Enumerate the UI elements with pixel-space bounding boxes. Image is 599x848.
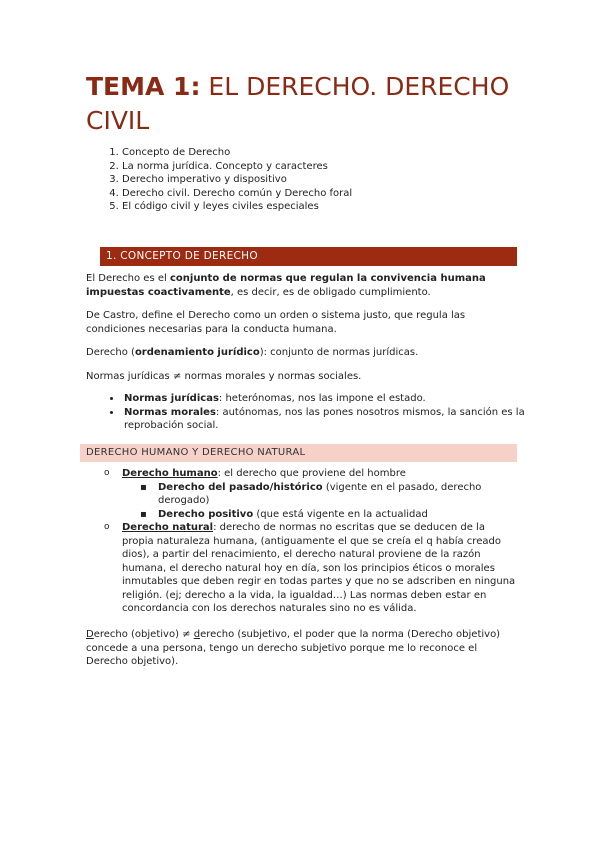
toc-item: 3. Derecho imperativo y dispositivo xyxy=(122,173,352,187)
list-marker: o xyxy=(104,468,110,478)
list-item-derecho-historico: ▪ Derecho del pasado/histórico (vigente en el pasado, derecho derogado) xyxy=(140,481,482,506)
definition-bold: conjunto de normas que regulan la convivencia humana impuestas coactivamente xyxy=(86,273,486,298)
normas-list xyxy=(86,392,552,433)
paragraph-normas: Normas jurídicas ≠ normas morales y normas sociales. xyxy=(86,371,362,382)
page-title xyxy=(86,70,546,138)
section-heading-derecho-humano-natural: DERECHO HUMANO Y DERECHO NATURAL xyxy=(80,444,517,462)
toc-item: 4. Derecho civil. Derecho común y Derecho foral xyxy=(122,187,352,201)
paragraph-definition: El Derecho es el conjunto de normas que regulan la convivencia humana impuestas coactivamente, es decir, es de obligado cumplimiento. xyxy=(86,273,486,298)
ordenamiento-bold: ordenamiento jurídico xyxy=(134,347,260,358)
toc-item: 2. La norma jurídica. Concepto y caracteres xyxy=(122,160,352,174)
paragraph-ordenamiento: Derecho (ordenamiento jurídico): conjunto de normas jurídicas. xyxy=(86,347,419,358)
derecho-types-list xyxy=(86,467,516,616)
toc-item: 5. El código civil y leyes civiles especiales xyxy=(122,200,352,214)
square-bullet-icon: ▪ xyxy=(140,508,147,520)
list-item-derecho-natural: o Derecho natural: derecho de normas no escritas que se deducen de la propia naturaleza humana, (antiguamente el que se creía el q había creado dios), a partir del renacimiento, el derecho natural proviene de la razón humana, el derecho natural hoy en día, son los principios éticos o morales inmutables que deben regir en todas partes y que no se adscriben en ninguna religión. (ej; derecho a la vida, la igualdad…) Las normas deben estar en concordancia con los derechos naturales sino no es válida. xyxy=(104,522,516,614)
list-item: • Normas morales: autónomas, nos las pones nosotros mismos, la sanción es la reprobación social. xyxy=(122,406,552,433)
paragraph-objetivo-subjetivo: Derecho (objetivo) ≠ derecho (subjetivo, el poder que la norma (Derecho objetivo) concede a una persona, tengo un derecho subjetivo porque me lo reconoce el Derecho objetivo). xyxy=(86,629,501,667)
paragraph-de-castro: De Castro, define el Derecho como un orden o sistema justo, que regula las condiciones necesarias para la conducta humana. xyxy=(86,310,466,335)
list-item-derecho-humano: o Derecho humano: el derecho que proviene del hombre xyxy=(104,468,406,479)
section-heading-concepto: 1. CONCEPTO DE DERECHO xyxy=(100,247,517,266)
square-bullet-icon: ▪ xyxy=(140,481,147,493)
title-bold: TEMA 1: xyxy=(86,72,201,101)
list-marker: o xyxy=(104,522,110,532)
title-rest: EL DERECHO. DERECHO CIVIL xyxy=(86,72,510,135)
toc-item: 1. Concepto de Derecho xyxy=(122,146,352,160)
list-item: • Normas jurídicas: heterónomas, nos las impone el estado. xyxy=(122,392,552,406)
table-of-contents xyxy=(100,146,352,214)
list-item-derecho-positivo: ▪ Derecho positivo (que está vigente en la actualidad xyxy=(140,508,428,520)
